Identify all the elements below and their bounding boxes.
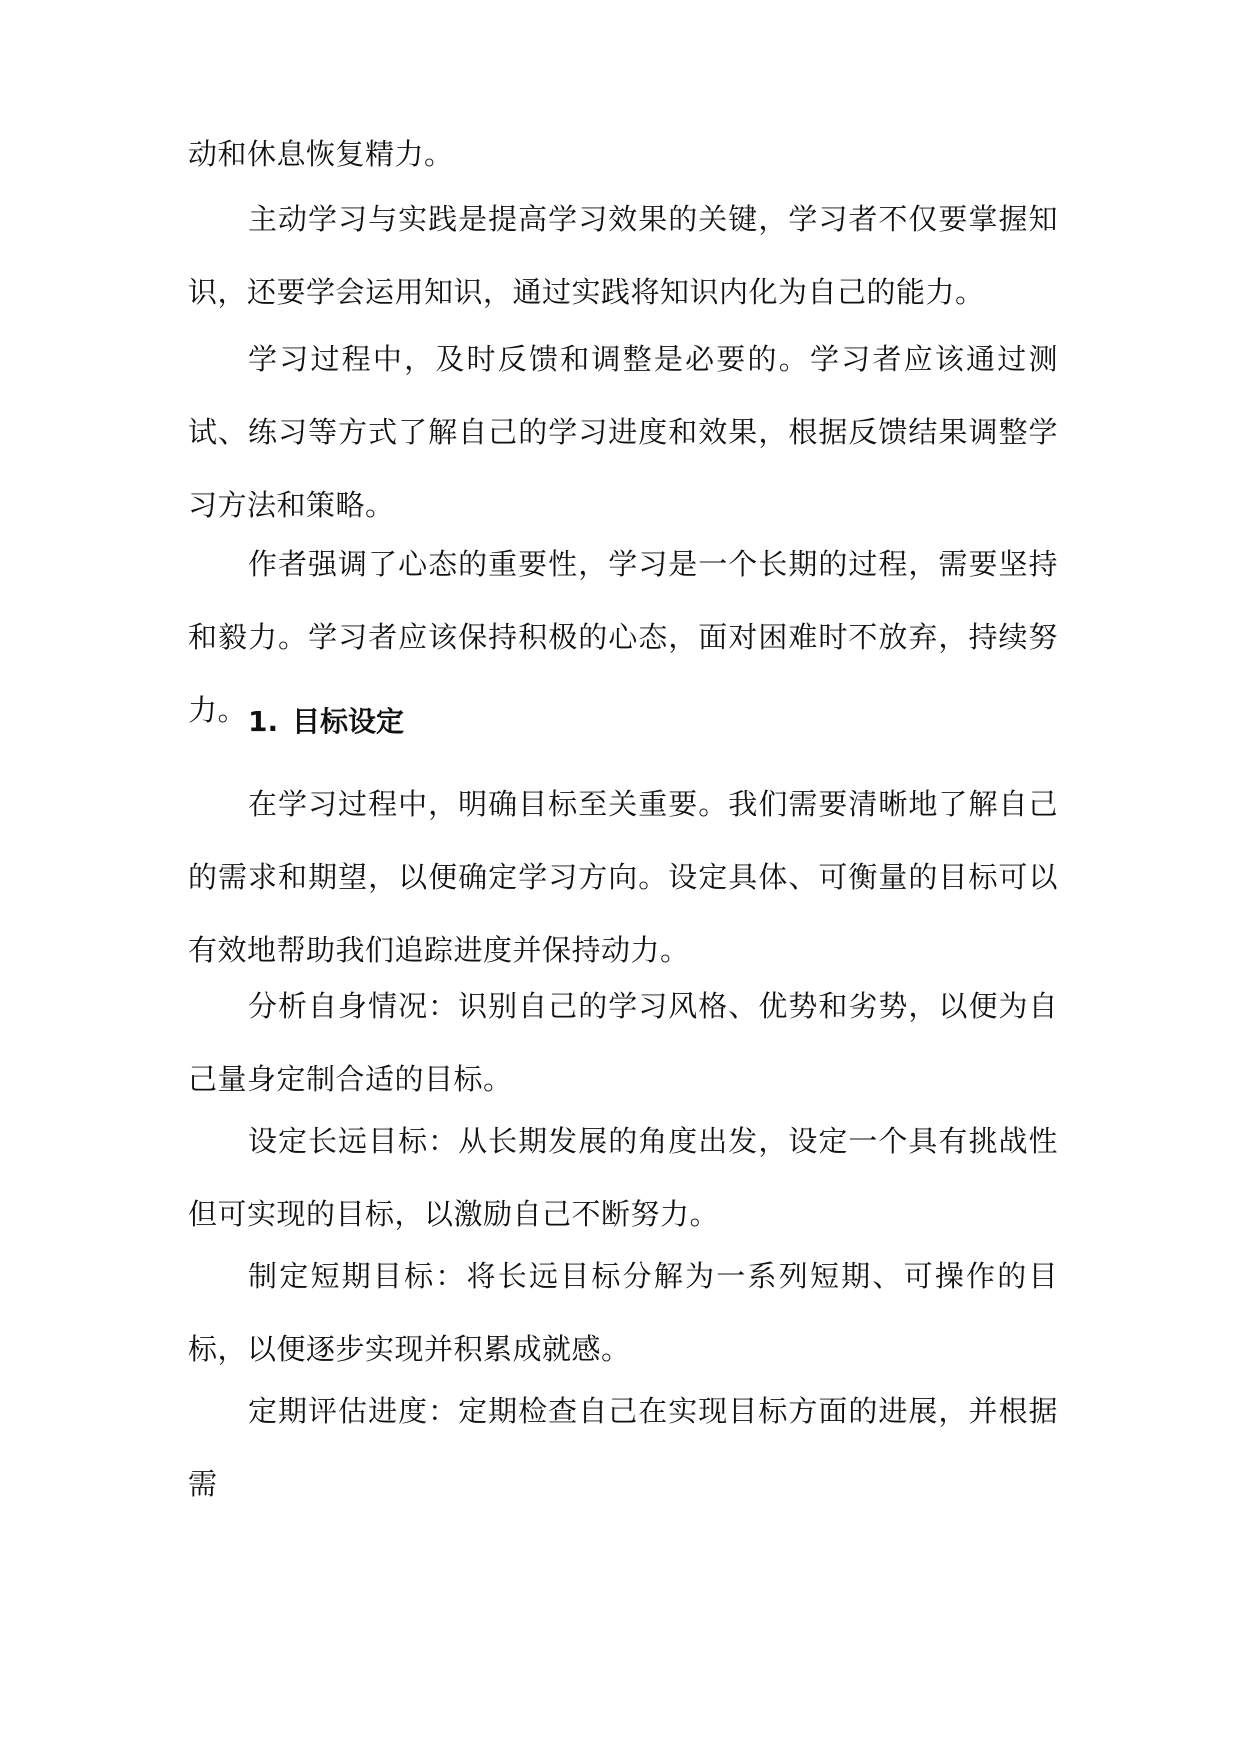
- paragraph-mindset: 作者强调了心态的重要性，学习是一个长期的过程，需要坚持和毅力。学习者应该保持积极的心态，面对困难时不放弃，持续努力。: [188, 547, 1058, 727]
- section-number: 1.: [248, 705, 279, 738]
- section-title: 目标设定: [292, 705, 405, 738]
- section-heading: [248, 702, 404, 742]
- paragraph-continuation: 动和休息恢复精力。: [188, 137, 454, 171]
- paragraph-analyze-self: 分析自身情况：识别自己的学习风格、优势和劣势，以便为自己量身定制合适的目标。: [188, 989, 1058, 1096]
- paragraph-feedback: 学习过程中，及时反馈和调整是必要的。学习者应该通过测试、练习等方式了解自己的学习进度和效果，根据反馈结果调整学习方法和策略。: [188, 342, 1058, 522]
- paragraph-goal-intro: 在学习过程中，明确目标至关重要。我们需要清晰地了解自己的需求和期望，以便确定学习方向。设定具体、可衡量的目标可以有效地帮助我们追踪进度并保持动力。: [188, 787, 1058, 967]
- paragraph-long-term-goal: 设定长远目标：从长期发展的角度出发，设定一个具有挑战性但可实现的目标，以激励自己不断努力。: [188, 1124, 1058, 1231]
- paragraph-active-learning: 主动学习与实践是提高学习效果的关键，学习者不仅要掌握知识，还要学会运用知识，通过实践将知识内化为自己的能力。: [188, 202, 1058, 309]
- paragraph-short-term-goal: 制定短期目标：将长远目标分解为一系列短期、可操作的目标，以便逐步实现并积累成就感。: [188, 1259, 1058, 1366]
- paragraph-evaluate-progress: 定期评估进度：定期检查自己在实现目标方面的进展，并根据需: [188, 1394, 1058, 1501]
